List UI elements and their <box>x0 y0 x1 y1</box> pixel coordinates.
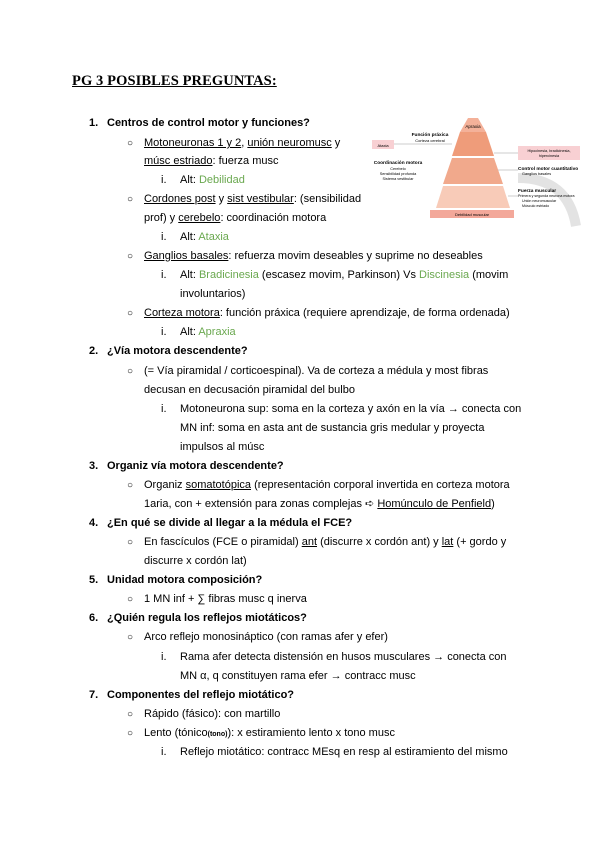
q6-b1-i-line2: MN α, q constituyen rama efer → contracc musc <box>180 670 416 682</box>
bullet-icon: ○ <box>127 728 134 739</box>
coordination-label: Coordinación motora <box>373 161 423 166</box>
bullet-icon: ○ <box>127 537 134 548</box>
q3-number: 3. <box>89 460 99 472</box>
roman-numeral: i. <box>161 746 167 758</box>
pyramid-tier-1 <box>452 132 494 156</box>
q2-b1-i-line2: MN inf: soma en asta ant de sustancia gris medular y proyecta <box>180 422 485 434</box>
roman-numeral: i. <box>161 326 167 338</box>
basal-ganglia-label: Ganglios basales <box>522 172 552 176</box>
vestibular-label: Sistema vestibular <box>382 177 414 181</box>
muscle-strength-label: Fuerza muscular <box>518 189 557 194</box>
q6-b1: Arco reflejo monosináptico (con ramas afer y efer) <box>144 631 388 643</box>
q6-b1-i-line1: Rama afer detecta distensión en husos musculares → conecta con <box>180 651 507 663</box>
q1-b4-alt: Alt: Apraxia <box>180 326 236 338</box>
bullet-icon: ○ <box>127 366 134 377</box>
q1-b3-alt-line2: involuntarios) <box>180 288 246 300</box>
q1-b1-alt: Alt: Debilidad <box>180 174 245 186</box>
q2-number: 2. <box>89 345 99 357</box>
q3-b1-line1: Organiz somatotópica (representación corporal invertida en corteza motora <box>144 479 510 491</box>
praxic-label: Función práxica <box>411 133 449 138</box>
q1-b2-alt: Alt: Ataxia <box>180 231 229 243</box>
q1-b4-line1: Corteza motora: función práxica (requiere aprendizaje, de forma ordenada) <box>144 307 510 319</box>
apex-label: Apraxia <box>465 124 481 129</box>
q1-question: Centros de control motor y funciones? <box>107 117 310 129</box>
cortex-label: Corteza cerebral <box>415 138 445 143</box>
q7-number: 7. <box>89 689 99 701</box>
q4-number: 4. <box>89 517 99 529</box>
roman-numeral: i. <box>161 403 167 415</box>
bullet-icon: ○ <box>127 308 134 319</box>
roman-numeral: i. <box>161 651 167 663</box>
q1-b3-line1: Ganglios basales: refuerza movim deseables y suprime no deseables <box>144 250 483 262</box>
q4-question: ¿En qué se divide al llegar a la médula el FCE? <box>107 517 353 529</box>
q5-number: 5. <box>89 574 99 586</box>
q4-b1-line2: discurre x cordón lat) <box>144 555 247 567</box>
roman-numeral: i. <box>161 174 167 186</box>
nmj-label: Unión neuromuscular <box>522 199 557 203</box>
q7-b2: Lento (tónico(tono)): x estiramiento lento x tono musc <box>144 727 395 739</box>
q4-b1-line1: En fascículos (FCE o piramidal) ant (discurre x cordón ant) y lat (+ gordo y <box>144 536 507 548</box>
q5-question: Unidad motora composición? <box>107 574 263 586</box>
cerebellum-label: Cerebelo <box>390 167 406 171</box>
bullet-icon: ○ <box>127 480 134 491</box>
q2-b1-line2: decusan en decusación piramidal del bulbo <box>144 384 355 396</box>
bullet-icon: ○ <box>127 594 134 605</box>
q2-question: ¿Vía motora descendente? <box>107 345 248 357</box>
deep-sensibility-label: Sensibilidad profunda <box>379 172 417 176</box>
q5-b1: 1 MN inf + ∑ fibras musc q inerva <box>144 593 307 605</box>
pyramid-tier-3 <box>436 186 510 208</box>
hypo-label-2: hipercinesia <box>538 154 560 158</box>
q1-b2-line2: prof) y cerebelo: coordinación motora <box>144 212 327 224</box>
roman-numeral: i. <box>161 269 167 281</box>
q3-b1-line2: 1aria, con + extensión para zonas complejas ➪ Homúnculo de Penfield) <box>144 498 495 510</box>
roman-numeral: i. <box>161 231 167 243</box>
q7-b2-i-line1: Reflejo miotático: contracc MEsq en resp al estiramiento del mismo <box>180 746 508 758</box>
q1-b1-line1: Motoneuronas 1 y 2, unión neuromusc y <box>144 137 341 149</box>
q3-question: Organiz vía motora descendente? <box>107 460 284 472</box>
striated-label: Músculo estriado <box>522 204 550 208</box>
page-title: PG 3 POSIBLES PREGUNTAS: <box>72 73 277 89</box>
bullet-icon: ○ <box>127 251 134 262</box>
q1-number: 1. <box>89 117 99 129</box>
q6-number: 6. <box>89 612 99 624</box>
q1-b2-line1: Cordones post y sist vestibular: (sensibilidad <box>144 193 362 205</box>
q2-b1-i-line1: Motoneurona sup: soma en la corteza y axón en la vía → conecta con <box>180 403 522 415</box>
pyramid-tier-2 <box>443 158 503 184</box>
q7-b1: Rápido (fásico): con martillo <box>144 708 281 720</box>
quantitative-label: Control motor cuantitativo <box>518 167 579 172</box>
bullet-icon: ○ <box>127 709 134 720</box>
q2-b1-line1: (= Vía piramidal / corticoespinal). Va de corteza a médula y most fibras <box>144 365 489 377</box>
q1-b1-line2: músc estriado: fuerza musc <box>144 155 279 167</box>
q1-b3-alt-line1: Alt: Bradicinesia (escasez movim, Parkinson) Vs Discinesia (movim <box>180 269 509 281</box>
q7-question: Componentes del reflejo miotático? <box>107 689 295 701</box>
motor-pyramid-figure <box>368 108 586 236</box>
bullet-icon: ○ <box>127 194 134 205</box>
bullet-icon: ○ <box>127 138 134 149</box>
bullet-icon: ○ <box>127 632 134 643</box>
hypo-label-1: Hipocinesia, bradicinesia, <box>527 149 571 153</box>
weakness-label: Debilidad muscular <box>454 212 490 217</box>
q2-b1-i-line3: impulsos al músc <box>180 441 265 453</box>
ataxia-label: Ataxia <box>377 143 389 148</box>
motor-neuron-label: Primera y segunda neurona motora <box>518 194 575 198</box>
q6-question: ¿Quién regula los reflejos miotáticos? <box>107 612 307 624</box>
